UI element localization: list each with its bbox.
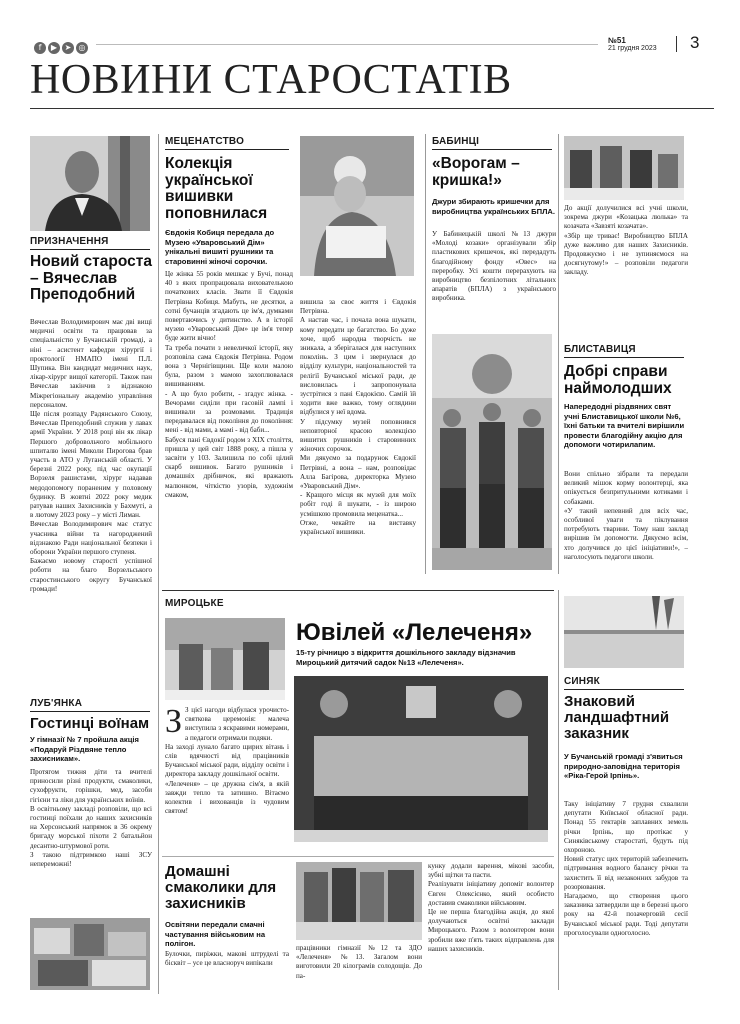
lead-embroidery: Євдокія Кобиця передала до Музею «Уваровський Дім» унікальні вишиті рушники та старовинні жіночі сорочки. <box>165 228 275 266</box>
telegram-icon[interactable]: ➤ <box>62 42 74 54</box>
section-label-babyntsi: БАБИНЦІ <box>432 136 552 150</box>
gifts-photo <box>30 918 150 990</box>
lead-anniversary: 15-ту річницю з відкриття дошкільного закладу відзначив Мироцький дитячий садок №13 «Лелеченя». <box>296 648 516 667</box>
lead-good-deeds: Напередодні різдвяних свят учні Блиставицької школи №6, їхні батьки та вчителі вирішили провести благодійну акцію для допомоги чотирилапим. <box>564 402 685 450</box>
article-bottle-caps: У Бабинецькій школі №13 джури «Молоді козаки» організували збір пластикових кришечок, які передадуть благодійному фонду «Овес» на переробку. Усі кошти перерахують на виробництво безпілотних літальних апаратів (БПЛА) з українського виробника. <box>432 230 556 303</box>
article-good-deeds: Вони спільно зібрали та передали великий мішок корму волонтерці, яка опікується безпритульними котиками і собаками. «У такий непевний для всіх час, особливої уваги та піклування потребують тварини. Тому наш заклад вирішив їм допомогти. Дякуємо всім, хто долучився до цієї ініціативи!», – наголосують педагоги школи. <box>564 470 688 561</box>
headline-anniversary: Ювілей «Лелеченя» <box>296 619 533 646</box>
section-label-syniak: СИНЯК <box>564 676 684 690</box>
col-divider-babyntsi <box>425 134 426 574</box>
masthead-rule <box>30 108 714 109</box>
article-caps-continued: До акції долучилися всі учні школи, зокрема джури «Козацька люлька» та козачата «Завзяті козачата». «Збір ще триває! Виробництво БПЛА дуже важливо для наших Захисників. Продовжуємо і не зупиняємося на досягнутому!» – розповіли педагоги закладу. <box>564 204 688 277</box>
portrait-photo <box>30 136 150 231</box>
article-anniversary: З З цієї нагоди відбулася урочисто-святкова церемонія: малеча виступила з яскравими номерами, а педагоги отримали подяки. На заході лунало багато щирих вітань і слів вдячності від працівників Бучанської міської ради, відділу освіти і директора закладу дошкільної освіти. «Лелеченя» – це дружна сім'я, в якій завжди тепло та затишно. Вітаємо колектив і вихованців із чудовим святом! <box>165 706 289 816</box>
col-divider-3 <box>558 590 559 990</box>
article-snacks-part2: працівники гімназії №12 та ЗДО «Лелеченя» №13. Загалом вони виготовили 20 кілограмів солодощів. До па- <box>296 944 422 980</box>
headline-reserve: Знаковий ландшафтний заказник <box>564 693 670 743</box>
article-embroidery: Це жінка 55 років мешкає у Бучі, понад 40 з яких пропрацювала вихователькою початкових класів. Звати її Євдокія Петрівна Кобиця. Мабуть, не десятки, а сотні бучанців згадають це ім'я, думками повертаючись у дитинство. А в історії музею «Уваровський Дім» це ім'я тепер буде жити вічно! Та треба почати з невеличкої історії, яку розповіла сама Євдокія Петрівна. Родом вона з Чернігівщини. Ще коли малою була, разом з мамою захоплювалася вишиванням. - А що було робити, - згадує жінка. - Вечорами сиділи при гасовій лампі і вишивали за розмовами. Традиція передавалася від покоління до покоління: мені - від мами, а мамі - від баби... Бабуся пані Євдокії родом з XIX століття, пришла у цей світ 1888 року, а пішла у засвіти у 103. Залишила по собі цілий скарб вишивок. Багато рушників і домашніх дрібничок, які вражають малюнком, чіткістю узорів, художнім смаком, <box>165 270 293 499</box>
masthead: НОВИНИ СТАРОСТАТІВ <box>30 57 512 103</box>
section-label-appointment: ПРИЗНАЧЕННЯ <box>30 236 150 250</box>
river-landscape-photo <box>564 596 684 668</box>
page-number: 3 <box>690 33 700 52</box>
school-kids-photo <box>432 334 552 570</box>
headline-embroidery: Колекція української вишивки поповнилася <box>165 155 268 223</box>
headline-gifts: Гостинці воїнам <box>30 715 150 732</box>
section-label-blystavytsia: БЛИСТАВИЦЯ <box>564 344 684 358</box>
article-reserve: Таку ініціативу 7 грудня схвалили депутати Київської обласної ради. Понад 55 гектарів заплавних земель річки Ірпінь, що протікає у Синяківському старостаті, будуть під охороною. Новий статус цих територій забезпечить підтримання водного балансу річки та захистить її від незаконних забудов та розорювання. Нагадаємо, що створення цього заказника затвердили ще в березні цього року на 42-й позачерговій сесії Бучанської міської ради. Тоді депутати проголосували одноголосно. <box>564 800 688 937</box>
article-snacks-part3: кунку додали варення, мікові засоби, зубні щітки та пасти. Реалізувати ініціативу допоміг волонтер Євген Олексієнко, який особисто доставив смаколики військовим. Це не перша благодійна акція, до якої долучаються освітні заклади Мироцького. Разом з волонтером вони зробили вже п'ять таких відправлень для наших захисників. <box>428 862 554 953</box>
headline-bottle-caps: «Ворогам – кришка!» <box>432 155 520 189</box>
article-embroidery-continued: вишила за своє життя і Євдокія Петрівна. А настав час, і почала вона шукати, кому передати це багатство. Бо дуже хоче, щоб народна творчість не зникала, а зберігалася для наступних поколінь. З цим і звернулася до відділу культури, національностей та релігії Бучанської міської ради, де висловилась і запропонувала зустрітися з пані Євдокією. Самій їй ходити вже важко, тому оглядини відбулися у неї вдома. У підсумку музей поповнився неповторної красою колекцією вишитих рушників і старовинних жіночих сорочок. Ми дякуємо за подарунок Євдокії Петрівні, а вона – нам, розповідає Алла Багірова, директорка Музею «Уваровський Дім». - Кращого місця як музей для моїх робіт годі й шукати, - із широю усмішкою промовила меценатка... Отже, чекайте на виставку української вишивки. <box>300 298 416 537</box>
article-snacks-part1: Булочки, пиріжки, макові штруделі та бісквіт – усе це власноруч випікали <box>165 950 289 968</box>
header-divider <box>676 36 677 52</box>
lead-snacks: Освітяни передали смачні частування військовим на полігон. <box>165 920 266 949</box>
caps-collection-photo <box>564 136 684 200</box>
mid-band-rule <box>162 590 554 591</box>
facebook-icon[interactable]: f <box>34 42 46 54</box>
issue-date: 21 грудня 2023 <box>608 45 657 52</box>
kindergarten-celebration-photo <box>294 676 548 842</box>
issue-number: №51 <box>608 36 626 45</box>
headline-good-deeds: Добрі справи наймолодших <box>564 363 672 397</box>
kindergarten-stage-photo <box>165 618 285 700</box>
headline-snacks: Домашні смаколики для захисників <box>165 863 277 913</box>
col-divider-1 <box>158 134 159 994</box>
embroidery-photo <box>300 136 414 276</box>
article-gifts: Протягом тижня діти та вчителі приносили різні продукти, смаколики, сухофрукти, горішки, мед, засоби гігієни та ліки для українських воїнів. В освітньому закладі розповіли, що всі гостинці поїхали до наших захисників на Херсонський напрямок в 36 окрему бригаду морської піхоти 2 батальйон десантно-штурмової роти. З такою підтримкою наші ЗСУ непереможні! <box>30 768 152 869</box>
drop-cap: З <box>165 706 183 740</box>
section-label-lubianka: ЛУБ'ЯНКА <box>30 698 150 712</box>
section-label-myrotske: МИРОЦЬКЕ <box>165 598 224 609</box>
snacks-rule <box>162 856 554 857</box>
header-rule <box>96 44 598 45</box>
snacks-photo <box>296 862 422 940</box>
instagram-icon[interactable]: ◎ <box>76 42 88 54</box>
article-new-elder: Вячеслав Володимирович має дві вищі медичні освіти та працював за спеціальністю у Бучанській громаді, а ніні – асистент кафедри хірургії і проктології НМАПО імені П.Л. Шупика. Він кандидат медичних наук, лікар-хірург вищої категорії. Також пан Вячеслав закінчив з відзнакою Міжрегіональну академію управління персоналом. Ще після розпаду Радянського Союзу, Вячеслав Преподобний служив у лавах армії України. У 2018 році він як лікар Першого добровольчого мобільного шпиталю імені Миколи Пирогова брав участь в АТО у Луганській області. У березні 2022 року, під час окупації Ворзеля рашистами, хірург надавав медодопомогу пораненим у половому будинку. В жовтні 2022 року медик ратував наших Захисників у Бахмуті, а в лютому 2023 року – у місті Лиман. Вячеслав Володимирович має статус учасника війни та нагороджений відзнакою Ради національної безпеки і оборони України першого ступеня. Бажаємо новому старості успішної роботи на благо Ворзельського старостинського округу Бучанської громади! <box>30 318 152 593</box>
section-label-patronage: МЕЦЕНАТСТВО <box>165 136 289 150</box>
headline-new-elder: Новий староста – Вячеслав Преподобний <box>30 253 152 304</box>
lead-bottle-caps: Джури збирають кришечки для виробництва українських БПЛА. <box>432 197 555 216</box>
lead-gifts: У гімназії № 7 пройшла акція «Подаруй Різдвяне тепло захисникам». <box>30 735 139 764</box>
col-divider-2 <box>558 134 559 574</box>
youtube-icon[interactable]: ▶ <box>48 42 60 54</box>
lead-reserve: У Бучанській громаді з'явиться природно-заповідна територія «Ріка-Герой Ірпінь». <box>564 752 683 781</box>
